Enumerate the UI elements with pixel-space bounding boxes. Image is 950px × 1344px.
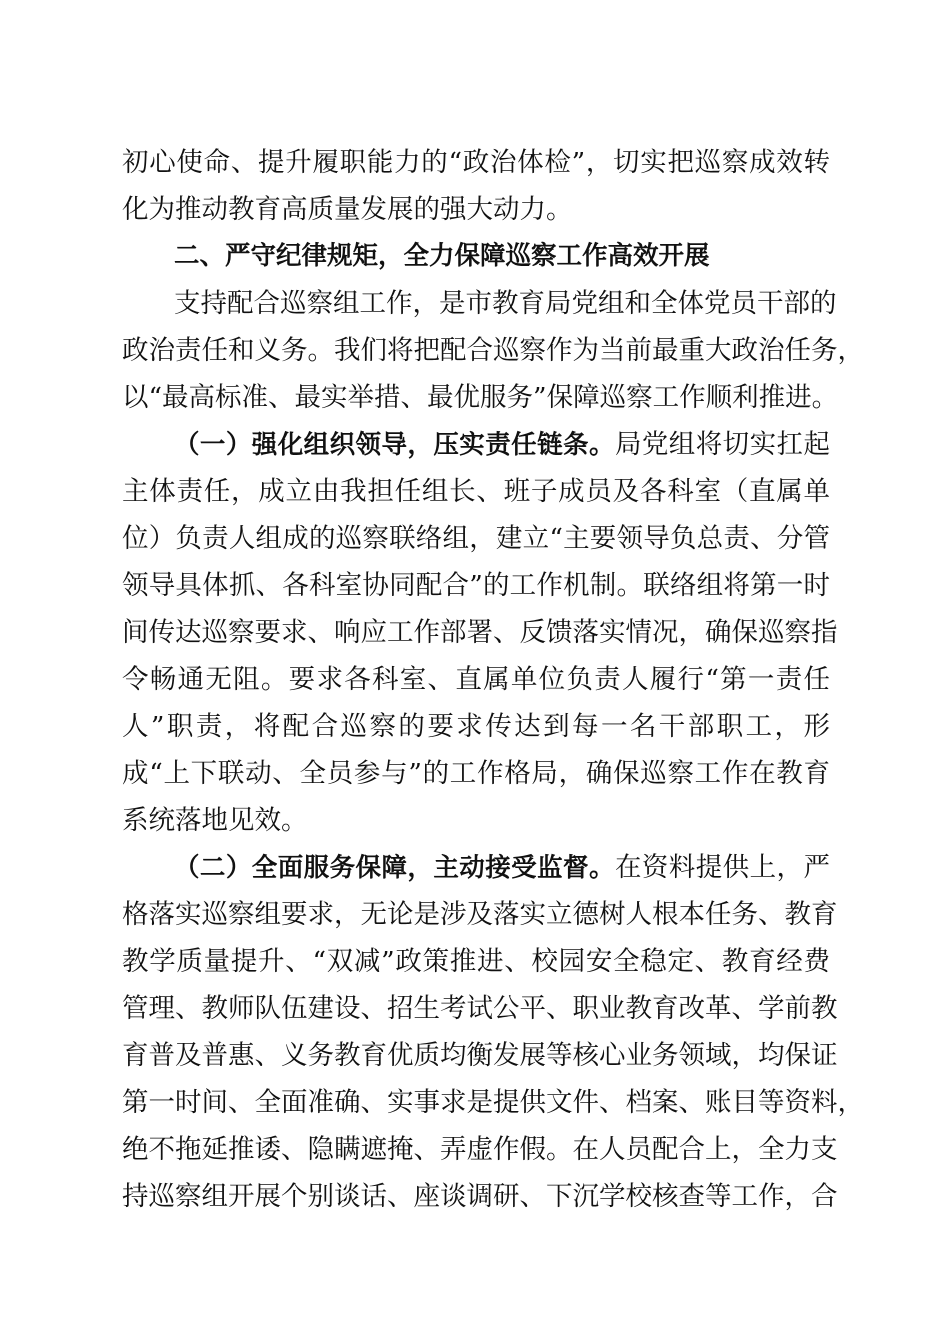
sub1-line: 位）负责人组成的巡察联络组，建立“主要领导负总责、分管 — [122, 523, 830, 554]
sub2-first-line-rest: 在资料提供上，严 — [614, 852, 830, 883]
section-heading: 二、严守纪律规矩，全力保障巡察工作高效开展 — [174, 241, 710, 271]
sub1-line: 主体责任，成立由我担任组长、班子成员及各科室（直属单 — [122, 476, 830, 507]
sub2-line: 格落实巡察组要求，无论是涉及落实立德树人根本任务、教育 — [122, 899, 838, 930]
sub2-line: 教学质量提升、“双减”政策推进、校园安全稳定、教育经费 — [122, 946, 830, 977]
sub1-line: 领导具体抓、各科室协同配合”的工作机制。联络组将第一时 — [122, 570, 830, 601]
sub2-title: （二）全面服务保障，主动接受监督。 — [174, 853, 615, 883]
sub2-line: 绝不拖延推诿、隐瞒遮掩、弄虚作假。在人员配合上，全力支 — [122, 1134, 838, 1165]
sub1-first-line — [174, 425, 830, 465]
sub1-title: （一）强化组织领导，压实责任链条。 — [174, 430, 615, 460]
sub2-line: 第一时间、全面准确、实事求是提供文件、档案、账目等资料， — [122, 1087, 864, 1118]
section-paragraph-line-3: 以“最高标准、最实举措、最优服务”保障巡察工作顺利推进。 — [122, 382, 839, 413]
section-paragraph-line-1: 支持配合巡察组工作，是市教育局党组和全体党员干部的 — [174, 288, 837, 319]
sub2-first-line — [174, 848, 830, 888]
sub2-line: 持巡察组开展个别谈话、座谈调研、下沉学校核查等工作，合 — [122, 1181, 838, 1212]
sub1-line: 令畅通无阻。要求各科室、直属单位负责人履行“第一责任 — [122, 664, 830, 695]
sub1-line: 系统落地见效。 — [122, 805, 308, 836]
sub1-first-line-rest: 局党组将切实扛起 — [614, 429, 830, 460]
sub2-line: 育普及普惠、义务教育优质均衡发展等核心业务领域，均保证 — [122, 1040, 838, 1071]
intro-line-2: 化为推动教育高质量发展的强大动力。 — [122, 194, 573, 225]
sub1-line: 人”职责，将配合巡察的要求传达到每一名干部职工，形 — [122, 711, 830, 742]
intro-line-1: 初心使命、提升履职能力的“政治体检”，切实把巡察成效转 — [122, 147, 830, 178]
sub1-line: 间传达巡察要求、响应工作部署、反馈落实情况，确保巡察指 — [122, 617, 838, 648]
sub1-line: 成“上下联动、全员参与”的工作格局，确保巡察工作在教育 — [122, 758, 830, 789]
section-paragraph-line-2: 政治责任和义务。我们将把配合巡察作为当前最重大政治任务， — [122, 335, 864, 366]
sub2-line: 管理、教师队伍建设、招生考试公平、职业教育改革、学前教 — [122, 993, 838, 1024]
